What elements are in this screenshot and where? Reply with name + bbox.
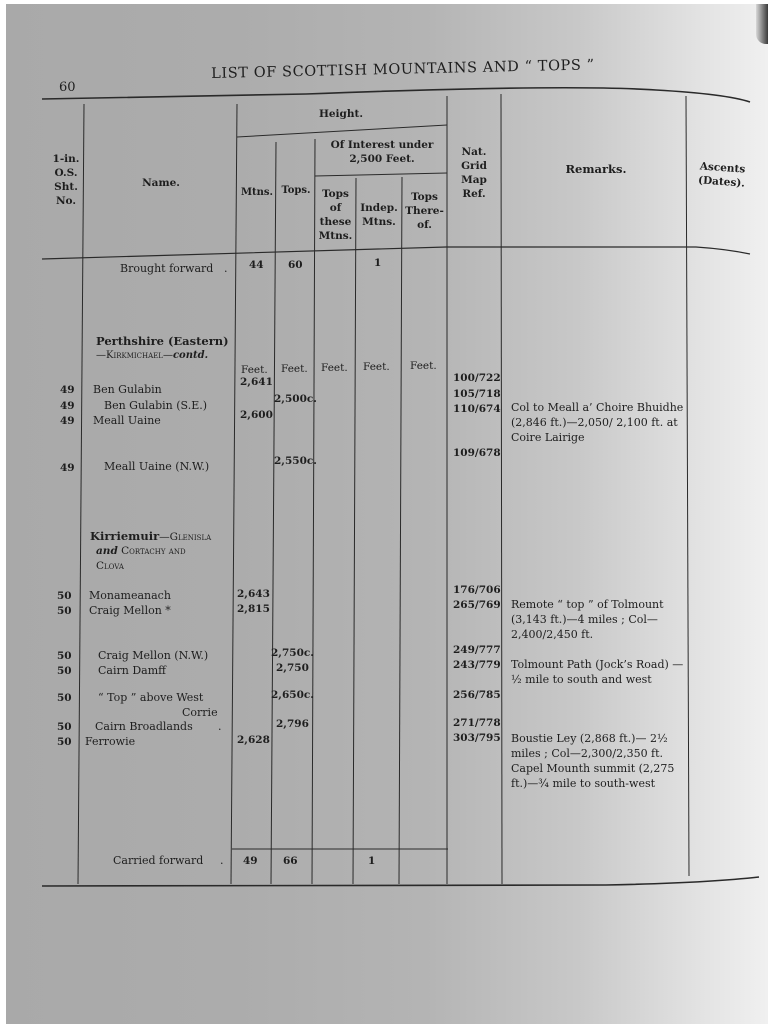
carried-forward-tops: 66 <box>283 855 298 867</box>
header-remarks: Remarks. <box>565 162 627 176</box>
carried-forward-mtns: 49 <box>243 855 258 867</box>
header-sheet-number: 1-in. O.S. Sht. No. <box>52 153 80 207</box>
book-page <box>6 4 768 1024</box>
section-heading-kirriemuir: Kirriemuir—Glenisla <box>90 529 212 543</box>
sheet-number: 49 <box>60 384 75 396</box>
height-mtns: 2,641 <box>240 376 273 388</box>
leader-dot: . <box>220 854 224 867</box>
grid-ref: 105/718 <box>453 388 501 400</box>
grid-ref: 110/674 <box>453 403 501 415</box>
mountain-name: Ben Gulabin (S.E.) <box>104 399 208 412</box>
leader-dot: . <box>224 262 228 275</box>
brought-forward-indep-mtns: 1 <box>374 257 382 269</box>
of-interest-rule <box>315 173 447 176</box>
brought-forward-mtns: 44 <box>249 259 264 271</box>
mountain-name: Cairn Damff <box>98 664 166 677</box>
height-tops: 2,750 <box>276 662 309 674</box>
running-title: LIST OF SCOTTISH MOUNTAINS AND “ TOPS ” <box>211 57 595 82</box>
top-rule <box>42 88 750 102</box>
unit-indep-mtns: Feet. <box>363 361 390 373</box>
sheet-number: 50 <box>57 605 72 617</box>
remarks: Tolmount Path (Jock’s Road) —½ mile to south and west <box>511 658 684 686</box>
carried-forward-label: Carried forward <box>113 854 204 867</box>
brought-forward-tops: 60 <box>288 259 303 271</box>
grid-ref: 176/706 <box>453 584 501 596</box>
unit-mtns: Feet. <box>241 364 268 376</box>
mountain-name: Meall Uaine (N.W.) <box>104 460 210 473</box>
sheet-number: 49 <box>60 415 75 427</box>
header-bottom-rule <box>42 247 750 259</box>
section-subheading-cortachy: and Cortachy and <box>96 545 186 557</box>
brought-forward-label: Brought forward <box>120 262 214 275</box>
col-rule-1 <box>78 104 84 884</box>
sheet-number: 50 <box>57 665 72 677</box>
height-tops: 2,796 <box>276 718 309 730</box>
sheet-number: 50 <box>57 721 72 733</box>
height-rule <box>237 125 447 137</box>
grid-ref: 303/795 <box>453 732 501 744</box>
height-tops: 2,750c. <box>271 647 314 659</box>
header-grid-ref: Nat. Grid Map Ref. <box>461 146 487 200</box>
height-mtns: 2,815 <box>237 603 270 615</box>
leader-dot: . <box>218 720 222 733</box>
grid-ref: 100/722 <box>453 372 501 384</box>
mountain-name: Monameanach <box>89 589 171 602</box>
sheet-number: 50 <box>57 692 72 704</box>
section-subheading-kirkmichael: —Kirkmichael—contd. <box>96 350 209 361</box>
mountain-name-continued: Corrie <box>182 706 218 719</box>
header-ascents: Ascents (Dates). <box>697 160 746 190</box>
mountain-name: Ben Gulabin <box>93 383 162 396</box>
section-subheading-clova: Clova <box>96 560 124 572</box>
mountain-name: Cairn Broadlands <box>95 720 193 733</box>
grid-ref: 271/778 <box>453 717 501 729</box>
height-tops: 2,550c. <box>274 455 317 467</box>
header-tops: Tops. <box>281 185 311 196</box>
mountain-name: Ferrowie <box>85 735 136 748</box>
mountain-name: Craig Mellon (N.W.) <box>98 649 209 662</box>
height-tops: 2,650c. <box>271 689 314 701</box>
col-rule-3 <box>271 142 276 884</box>
height-mtns: 2,628 <box>237 734 270 746</box>
sheet-number: 50 <box>57 590 72 602</box>
sheet-number: 50 <box>57 650 72 662</box>
mountain-name: Craig Mellon * <box>89 604 171 617</box>
sheet-number: 49 <box>60 462 75 474</box>
section-heading-perthshire: Perthshire (Eastern) <box>96 334 229 348</box>
col-rule-5 <box>353 178 356 884</box>
carried-forward-indep-mtns: 1 <box>368 855 376 867</box>
page-number: 60 <box>59 80 76 95</box>
unit-tops-thereof: Feet. <box>410 360 437 372</box>
mountain-name: “ Top ” above West <box>98 691 204 704</box>
remarks: Remote “ top ” of Tolmount (3,143 ft.)—4 miles ; Col— 2,400/2,450 ft. <box>511 598 664 641</box>
col-rule-8 <box>501 94 502 884</box>
grid-ref: 109/678 <box>453 447 501 459</box>
height-tops: 2,500c. <box>274 393 317 405</box>
header-indep-mtns: Indep. Mtns. <box>360 202 398 228</box>
sheet-number: 49 <box>60 400 75 412</box>
unit-tops: Feet. <box>281 363 308 375</box>
grid-ref: 249/777 <box>453 644 501 656</box>
col-rule-2 <box>231 104 237 884</box>
header-tops-of-these: Tops of these Mtns. <box>318 188 353 242</box>
sheet-number: 50 <box>57 736 72 748</box>
bottom-rule <box>42 877 759 886</box>
mountain-name: Meall Uaine <box>93 414 161 427</box>
col-rule-9 <box>686 96 689 876</box>
remarks: Boustie Ley (2,868 ft.)— 2½ miles ; Col—2,300/2,350 ft. Capel Mounth summit (2,275 ft.)—¾ mile to south-west <box>511 732 675 790</box>
col-rule-6 <box>399 177 402 884</box>
header-of-interest: Of Interest under 2,500 Feet. <box>330 139 434 165</box>
grid-ref: 256/785 <box>453 689 501 701</box>
remarks: Col to Meall a’ Choire Bhuidhe (2,846 ft.)—2,050/ 2,100 ft. at Coire Lairige <box>511 401 684 444</box>
height-mtns: 2,600 <box>240 409 273 421</box>
header-mtns: Mtns. <box>240 187 274 198</box>
header-tops-thereof: Tops There- of. <box>405 191 444 231</box>
unit-tops-of-these: Feet. <box>321 362 348 374</box>
grid-ref: 265/769 <box>453 599 501 611</box>
grid-ref: 243/779 <box>453 659 501 671</box>
header-height: Height. <box>318 108 364 120</box>
height-mtns: 2,643 <box>237 588 270 600</box>
header-name: Name. <box>142 177 180 189</box>
